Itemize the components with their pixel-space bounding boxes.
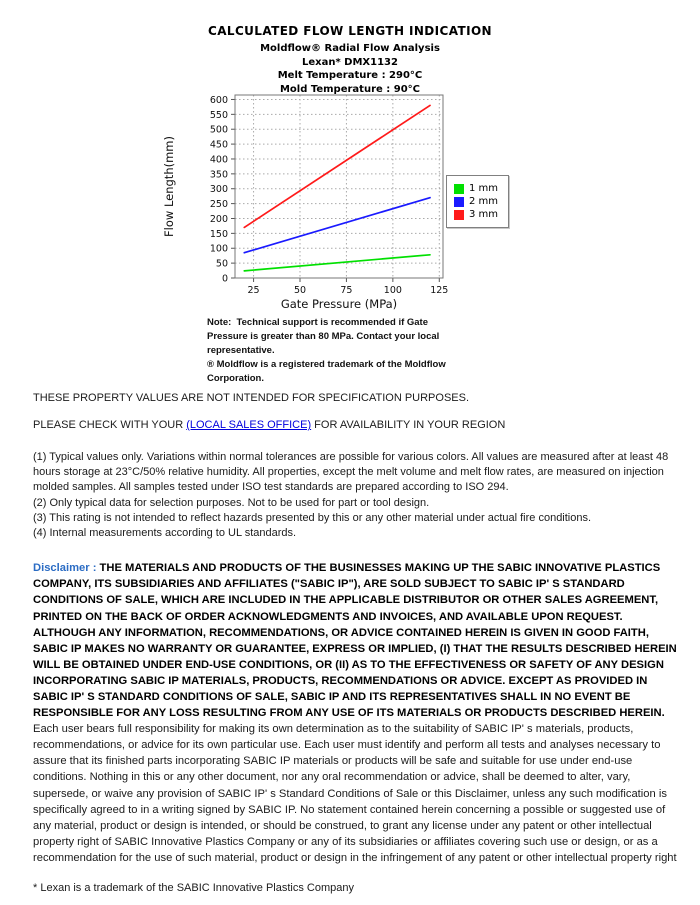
svg-text:500: 500: [209, 124, 228, 136]
svg-text:600: 600: [209, 94, 228, 106]
legend-swatch-icon: [454, 210, 464, 220]
svg-text:50: 50: [293, 285, 307, 296]
disclaimer-regular-text: Each user bears full responsibility for making its own determination as to the suitability of SABIC IP' s materials, products, recommendations, or advice for its own particular use. Each user must identify and perform all tests and analyses necessary to assure that its finished parts incorporating SABIC IP materials or products will be safe and suitable for use under end-use conditions. Nothing in this or any other document, nor any oral recommendation or advice, shall be deemed to alter, vary, supersede, or waive any provision of SABIC IP' s Standard Conditions of Sale or this Disclaimer, unless any such modification is specifically agreed to in a writing signed by SABIC IP. No statement contained herein concerning a possible or suggested use of any material, product or design is intended, or should be construed, to grant any license under any patent or other intellectual property right of SABIC Innovative Plastics Company or any of its subsidiaries or affiliates covering such use or design, or as a recommendation for the use of such material, product or design in the infringement of any patent or other intellectual property right: [33, 723, 677, 864]
chart-subtitle-melt-temperature: Melt Temperature : 290°C: [277, 70, 423, 81]
legend-item: [454, 209, 498, 220]
chart-subtitle-mold-temperature: Mold Temperature : 90°C: [279, 83, 421, 95]
chart-note-block: [207, 316, 507, 386]
svg-text:25: 25: [247, 285, 260, 296]
svg-text:75: 75: [340, 285, 353, 296]
disclaimer-bold-text: THE MATERIALS AND PRODUCTS OF THE BUSINESSES MAKING UP THE SABIC INNOVATIVE PLASTICS COMPANY, ITS SUBSIDIARIES AND AFFILIATES ("SABIC IP"), ARE SOLD SUBJECT TO SABIC IP' S STANDARD CONDITIONS OF SALE, WHICH ARE INCLUDED IN THE APPLICABLE DISTRIBUTOR OR OTHER SALES AGREEMENT, PRINTED ON THE BACK OF ORDER ACKNOWLEDGMENTS AND INVOICES, AND AVAILABLE UPON REQUEST. ALTHOUGH ANY INFORMATION, RECOMMENDATIONS, OR ADVICE CONTAINED HEREIN IS GIVEN IN GOOD FAITH, SABIC IP MAKES NO WARRANTY OR GUARANTEE, EXPRESS OR IMPLIED, (I) THAT THE RESULTS DESCRIBED HEREIN WILL BE OBTAINED UNDER END-USE CONDITIONS, OR (II) AS TO THE EFFECTIVENESS OR SAFETY OF ANY DESIGN INCORPORATING SABIC IP MATERIALS, PRODUCTS, RECOMMENDATIONS OR ADVICE. EXCEPT AS PROVIDED IN SABIC IP' S STANDARD CONDITIONS OF SALE, SABIC IP AND ITS REPRESENTATIVES SHALL IN NO EVENT BE RESPONSIBLE FOR ANY LOSS RESULTING FROM ANY USE OF ITS MATERIALS OR PRODUCTS DESCRIBED HEREIN.: [33, 562, 677, 720]
svg-text:125: 125: [430, 285, 449, 296]
footnotes-block: [33, 450, 681, 541]
svg-text:300: 300: [209, 184, 228, 196]
disclaimer-label: Disclaimer :: [33, 562, 97, 575]
chart-subtitle-material: Lexan* DMX1132: [302, 56, 398, 68]
svg-text:0: 0: [221, 273, 228, 285]
chart-legend: [446, 175, 509, 228]
chart-title: CALCULATED FLOW LENGTH INDICATION: [208, 24, 492, 38]
chart-note-line: Corporation.: [207, 373, 264, 384]
svg-text:100: 100: [209, 243, 228, 255]
svg-text:Gate Pressure (MPa): Gate Pressure (MPa): [280, 297, 398, 311]
svg-text:200: 200: [209, 213, 228, 225]
local-sales-office-link[interactable]: (LOCAL SALES OFFICE): [186, 419, 312, 431]
svg-text:50: 50: [215, 258, 228, 270]
spec-purpose-statement: THESE PROPERTY VALUES ARE NOT INTENDED FOR SPECIFICATION PURPOSES.: [33, 392, 470, 404]
svg-text:400: 400: [209, 154, 228, 166]
chart-subtitle-analysis: Moldflow® Radial Flow Analysis: [260, 43, 440, 54]
availability-suffix: FOR AVAILABILITY IN YOUR REGION: [311, 419, 506, 431]
availability-statement: [33, 418, 680, 432]
chart-note-line: Note: Technical support is recommended if Gate: [207, 317, 429, 328]
footnote-3: (3) This rating is not intended to reflect hazards presented by this or any other material under actual fire conditions.: [33, 511, 592, 524]
chart-note-line: ® Moldflow is a registered trademark of the Moldflow: [207, 359, 446, 370]
footnote-2: (2) Only typical data for selection purposes. Not to be used for part or tool design.: [33, 496, 430, 509]
legend-label: 2 mm: [469, 196, 499, 207]
legend-swatch-icon: [454, 197, 464, 207]
legend-label: 1 mm: [469, 183, 499, 194]
legend-item: [454, 196, 498, 207]
chart-note-line: representative.: [207, 345, 275, 356]
svg-text:550: 550: [209, 109, 228, 121]
svg-text:150: 150: [209, 228, 228, 240]
svg-text:Flow Length(mm): Flow Length(mm): [162, 136, 176, 237]
chart-note-line: Pressure is greater than 80 MPa. Contact your local: [207, 331, 440, 342]
legend-item: [454, 183, 498, 194]
legend-label: 3 mm: [469, 209, 499, 220]
legend-swatch-icon: [454, 184, 464, 194]
availability-prefix: PLEASE CHECK WITH YOUR: [33, 419, 187, 431]
footnote-4: (4) Internal measurements according to UL standards.: [33, 527, 297, 540]
flow-length-plot: [160, 86, 460, 316]
svg-text:250: 250: [209, 199, 228, 211]
footnote-1: (1) Typical values only. Variations within normal tolerances are possible for various colors. All values are measured after at least 48 hours storage at 23°C/50% relative humidity. All properties, except the melt volume and melt flow rates, are measured on injection molded samples. All samples tested under ISO test standards are prepared according to ISO 294.: [33, 451, 669, 494]
svg-text:450: 450: [209, 139, 228, 151]
disclaimer-paragraph: [33, 560, 681, 866]
svg-text:350: 350: [209, 169, 228, 181]
svg-text:100: 100: [383, 285, 402, 296]
lexan-trademark-note: * Lexan is a trademark of the SABIC Innovative Plastics Company: [33, 882, 354, 894]
flow-length-chart-figure: [0, 0, 700, 386]
